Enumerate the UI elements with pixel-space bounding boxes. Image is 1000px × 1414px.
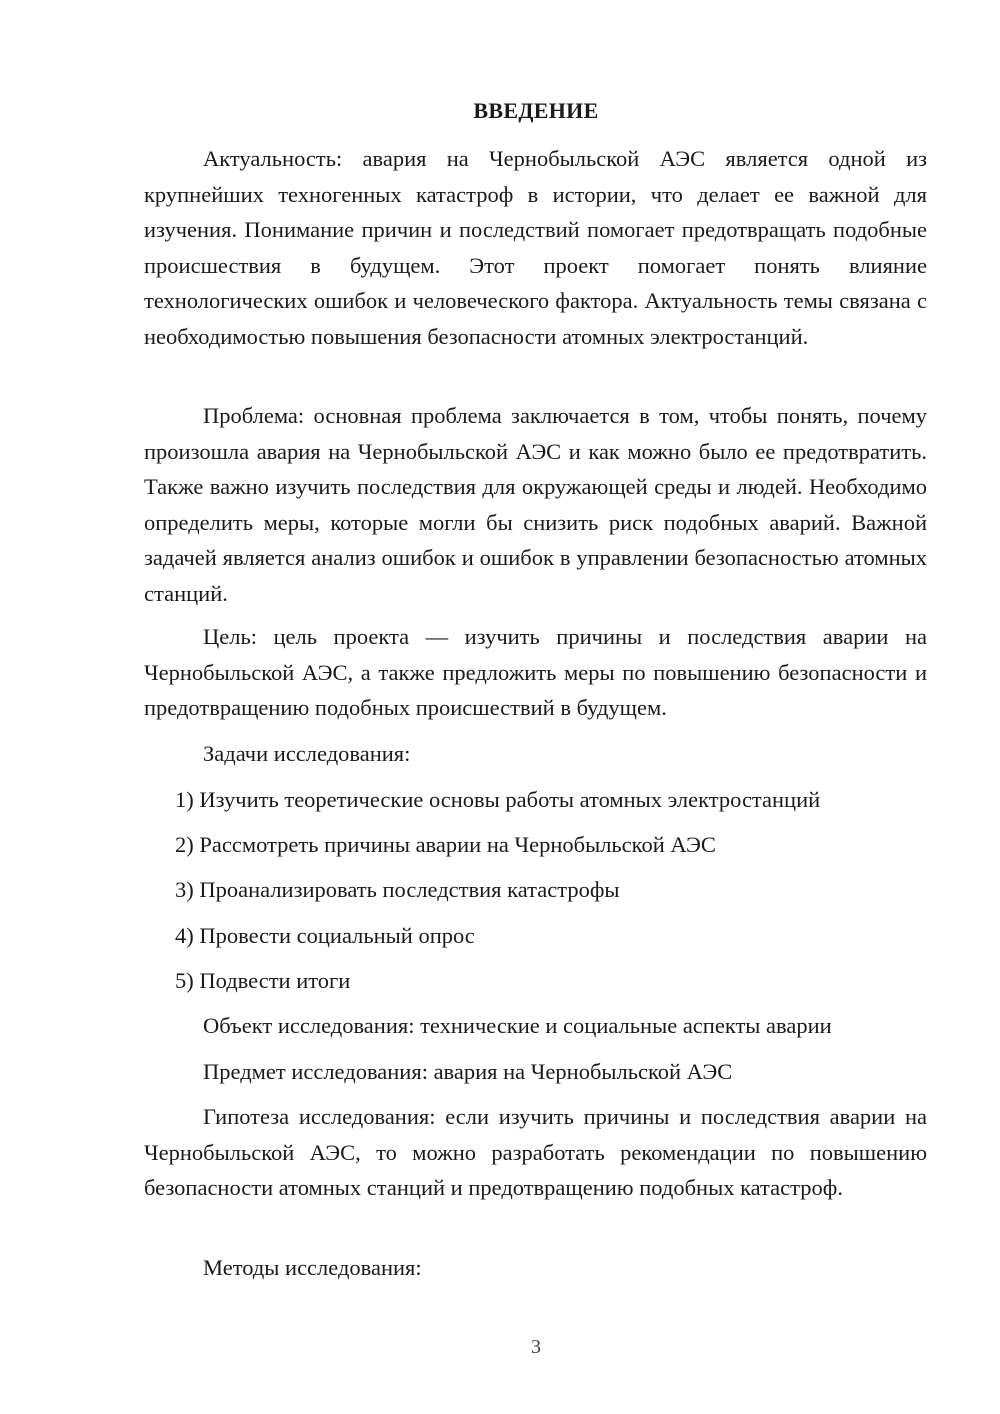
research-object: Объект исследования: технические и социальные аспекты аварии xyxy=(203,1013,832,1038)
problem-paragraph: Проблема: основная проблема заключается в том, чтобы понять, почему произошла авария на Чернобыльской АЭС и как можно было ее предотвратить. Также важно изучить последствия для окружающей среды и людей. Необходимо определить меры, которые могли бы снизить риск подобных аварий. Важной задачей является анализ ошибок и ошибок в управлении безопасностью атомных станций. xyxy=(144,403,927,606)
section-heading: ВВЕДЕНИЕ xyxy=(473,98,599,123)
tasks-title: Задачи исследования: xyxy=(203,741,411,766)
methods-title: Методы исследования: xyxy=(203,1255,422,1280)
page-number: 3 xyxy=(531,1336,541,1358)
research-subject: Предмет исследования: авария на Чернобыльской АЭС xyxy=(203,1059,733,1084)
task-item-1: 1) Изучить теоретические основы работы атомных электростанций xyxy=(175,787,821,812)
task-item-2: 2) Рассмотреть причины аварии на Чернобыльской АЭС xyxy=(175,832,716,857)
task-item-4: 4) Провести социальный опрос xyxy=(175,923,475,948)
hypothesis-paragraph: Гипотеза исследования: если изучить причины и последствия аварии на Чернобыльской АЭС, то можно разработать рекомендации по повышению безопасности атомных станций и предотвращению подобных катастроф. xyxy=(144,1104,927,1201)
task-item-3: 3) Проанализировать последствия катастрофы xyxy=(175,877,620,902)
task-item-5: 5) Подвести итоги xyxy=(175,968,351,993)
relevance-paragraph: Актуальность: авария на Чернобыльской АЭС является одной из крупнейших техногенных катастроф в истории, что делает ее важной для изучения. Понимание причин и последствий помогает предотвращать подобные происшествия в будущем. Этот проект помогает понять влияние технологических ошибок и человеческого фактора. Актуальность темы связана с необходимостью повышения безопасности атомных электростанций. xyxy=(144,146,927,349)
goal-paragraph: Цель: цель проекта — изучить причины и последствия аварии на Чернобыльской АЭС, а также предложить меры по повышению безопасности и предотвращению подобных происшествий в будущем. xyxy=(144,624,927,721)
